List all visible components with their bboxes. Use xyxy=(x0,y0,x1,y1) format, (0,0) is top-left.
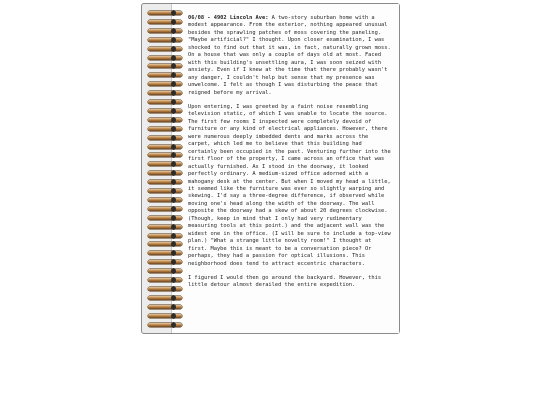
ring-wire xyxy=(148,180,182,184)
ring-wire xyxy=(148,109,182,113)
ring-hole xyxy=(171,55,176,61)
ring-hole xyxy=(171,224,176,230)
ring-hole xyxy=(171,19,176,25)
spiral-ring xyxy=(146,313,186,319)
spiral-ring xyxy=(146,161,186,167)
spiral-ring xyxy=(146,126,186,132)
ring-hole xyxy=(171,63,176,69)
ring-hole xyxy=(171,268,176,274)
ring-hole xyxy=(171,197,176,203)
ring-hole xyxy=(171,28,176,34)
spiral-ring xyxy=(146,233,186,239)
ring-hole xyxy=(171,304,176,310)
spiral-notebook xyxy=(141,3,400,334)
ring-wire xyxy=(148,91,182,95)
ring-hole xyxy=(171,259,176,265)
spiral-ring xyxy=(146,117,186,123)
ring-hole xyxy=(171,233,176,239)
spiral-ring xyxy=(146,188,186,194)
spiral-ring xyxy=(146,295,186,301)
journal-paragraph-3: I figured I would then go around the backyard. However, this little detour almost derailed the entire expedition. xyxy=(188,274,382,289)
ring-hole xyxy=(171,277,176,283)
spiral-binding xyxy=(146,10,186,330)
ring-wire xyxy=(148,162,182,166)
ring-hole xyxy=(171,46,176,52)
spiral-ring xyxy=(146,170,186,176)
spiral-ring xyxy=(146,241,186,247)
ring-hole xyxy=(171,152,176,158)
spiral-ring xyxy=(146,90,186,96)
ring-wire xyxy=(148,269,182,273)
ring-wire xyxy=(148,56,182,60)
ring-hole xyxy=(171,135,176,141)
spiral-ring xyxy=(146,55,186,61)
journal-paragraph-2: Upon entering, I was greeted by a faint noise resembling television static, of which I was unable to locate the source. The first few rooms I inspected were completely devoid of furniture or any kind of electrical appliances. However, there were numerous deeply imbedded dents and marks across the carpet, which led me to believe that this building had certainly been occupied in the past. Venturing further into the first floor of the property, I came across an office that was actually furnished. As I stood in the doorway, it looked perfectly ordinary. A medium-sized office adorned with a mahogany desk at the center. But when I moved my head a little, it seemed like the furniture was ever so slightly warping and skewing. I'd say a three-degree difference, if observed while moving one's head along the width of the doorway. The wall opposite the doorway had a skew of about 20 degrees clockwise. (Though, keep in mind that I only had very rudimentary measuring tools at this point.) and the adjacent wall was the widest one in the office. (I will be sure to include a top-view plan.) "What a strange little novelty room!" I thought at first. Maybe this is meant to be a conversation piece? Or perhaps, they had a passion for optical illusions. This neighborhood does tend to attract eccentric characters. xyxy=(188,103,391,267)
ring-hole xyxy=(171,322,176,328)
ring-hole xyxy=(171,126,176,132)
spiral-ring xyxy=(146,197,186,203)
ring-wire xyxy=(148,189,182,193)
ring-wire xyxy=(148,73,182,77)
ring-wire xyxy=(148,234,182,238)
spiral-ring xyxy=(146,277,186,283)
paragraph-1-text: A two-story suburban home with a modest appearance. From the exterior, nothing appeared unusual besides the sprawling patches of moss covering the paneling. "Maybe artificial?" I thought. Upon closer examination, I was shocked to find out that it was, in fact, naturally grown moss. On a house that was only a couple of days old at most. Faced with this building's unsettling aura, I was soon seized with anxiety. Even if I knew at the time that there probably wasn't any danger, I couldn't help but sense that my presence was unwelcome. I felt as though I was disturbing the peace that reigned before my arrival. xyxy=(188,15,391,96)
ring-wire xyxy=(148,118,182,122)
spiral-ring xyxy=(146,268,186,274)
ring-wire xyxy=(148,242,182,246)
ring-hole xyxy=(171,90,176,96)
ring-wire xyxy=(148,323,182,327)
spiral-ring xyxy=(146,63,186,69)
ring-wire xyxy=(148,38,182,42)
spiral-ring xyxy=(146,215,186,221)
ring-wire xyxy=(148,136,182,140)
spiral-ring xyxy=(146,206,186,212)
ring-wire xyxy=(148,100,182,104)
ring-wire xyxy=(148,305,182,309)
ring-hole xyxy=(171,179,176,185)
ring-hole xyxy=(171,81,176,87)
spiral-ring xyxy=(146,179,186,185)
spiral-ring xyxy=(146,135,186,141)
spiral-ring xyxy=(146,99,186,105)
ring-wire xyxy=(148,127,182,131)
spiral-ring xyxy=(146,144,186,150)
spiral-ring xyxy=(146,250,186,256)
ring-wire xyxy=(148,11,182,15)
spiral-ring xyxy=(146,10,186,16)
ring-hole xyxy=(171,144,176,150)
spiral-ring xyxy=(146,37,186,43)
ring-wire xyxy=(148,171,182,175)
ring-wire xyxy=(148,314,182,318)
ring-wire xyxy=(148,145,182,149)
ring-wire xyxy=(148,216,182,220)
journal-entry xyxy=(188,15,392,297)
ring-hole xyxy=(171,170,176,176)
spiral-ring xyxy=(146,304,186,310)
ring-wire xyxy=(148,207,182,211)
ring-wire xyxy=(148,153,182,157)
ring-hole xyxy=(171,250,176,256)
ring-wire xyxy=(148,198,182,202)
ring-hole xyxy=(171,72,176,78)
ring-wire xyxy=(148,82,182,86)
ring-wire xyxy=(148,278,182,282)
spiral-ring xyxy=(146,28,186,34)
spiral-ring xyxy=(146,108,186,114)
ring-hole xyxy=(171,161,176,167)
journal-paragraph-1 xyxy=(188,15,392,97)
ring-hole xyxy=(171,215,176,221)
spiral-ring xyxy=(146,259,186,265)
ring-hole xyxy=(171,117,176,123)
ring-hole xyxy=(171,10,176,16)
ring-wire xyxy=(148,251,182,255)
ring-hole xyxy=(171,206,176,212)
ring-hole xyxy=(171,37,176,43)
ring-hole xyxy=(171,99,176,105)
ring-hole xyxy=(171,295,176,301)
spiral-ring xyxy=(146,224,186,230)
ring-wire xyxy=(148,47,182,51)
ring-wire xyxy=(148,20,182,24)
ring-hole xyxy=(171,188,176,194)
spiral-ring xyxy=(146,152,186,158)
spiral-ring xyxy=(146,322,186,328)
entry-heading: 06/08 - 4902 Lincoln Ave: xyxy=(188,15,269,21)
ring-wire xyxy=(148,64,182,68)
ring-wire xyxy=(148,287,182,291)
spiral-ring xyxy=(146,81,186,87)
ring-hole xyxy=(171,286,176,292)
ring-hole xyxy=(171,108,176,114)
spiral-ring xyxy=(146,46,186,52)
ring-wire xyxy=(148,260,182,264)
ring-wire xyxy=(148,29,182,33)
spiral-ring xyxy=(146,19,186,25)
spiral-ring xyxy=(146,286,186,292)
ring-hole xyxy=(171,313,176,319)
ring-wire xyxy=(148,225,182,229)
spiral-ring xyxy=(146,72,186,78)
ring-wire xyxy=(148,296,182,300)
ring-hole xyxy=(171,241,176,247)
